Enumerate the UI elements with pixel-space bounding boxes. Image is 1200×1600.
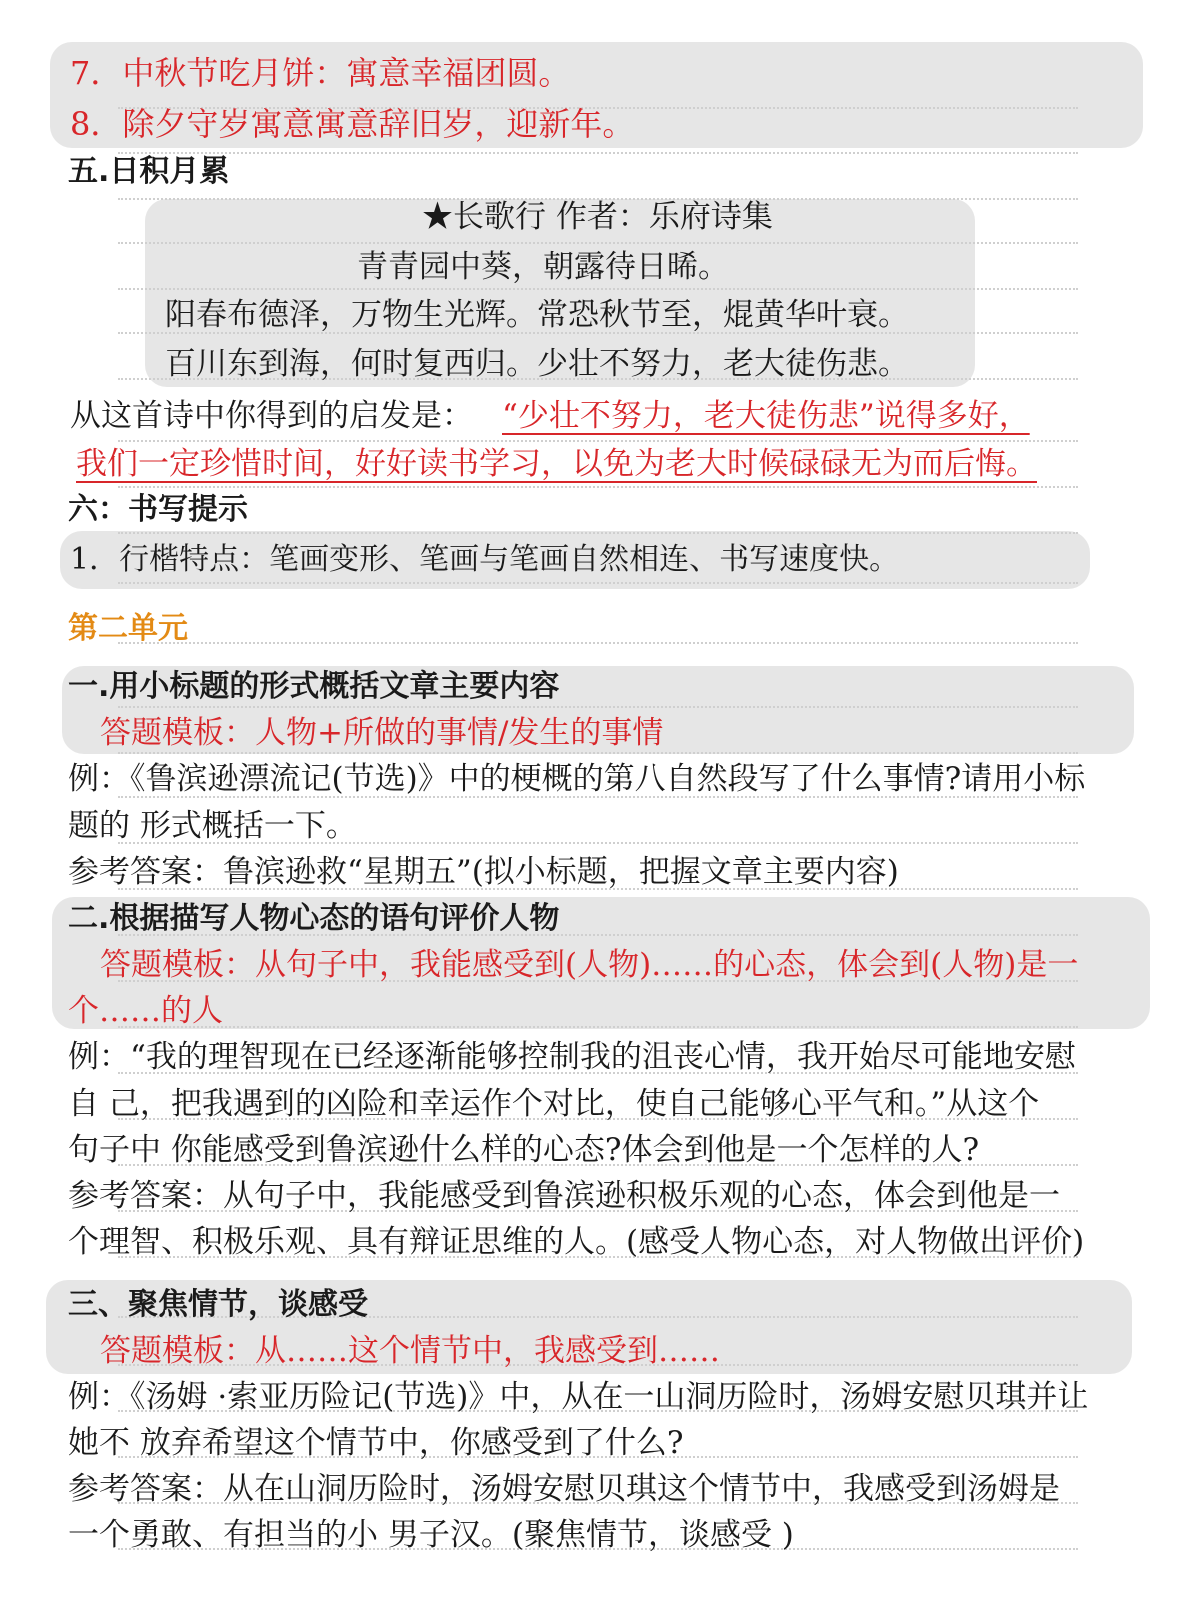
s3-example-line-2: 她不 放弃希望这个情节中，你感受到了什么? <box>68 1425 684 1461</box>
item-7: 7．中秋节吃月饼：寓意幸福团圆。 <box>70 54 571 92</box>
unit-2-title: 第二单元 <box>68 611 188 646</box>
section-6-heading: 六：书写提示 <box>68 492 248 527</box>
s2-template-line-2: 个……的人 <box>68 993 223 1029</box>
s1-example-line-2: 题的 形式概括一下。 <box>68 808 357 844</box>
s3-answer-line-1: 参考答案：从在山洞历险时，汤姆安慰贝琪这个情节中，我感受到汤姆是 <box>68 1471 1060 1507</box>
section-5-heading: 五.日积月累 <box>68 154 230 189</box>
s3-heading: 三、聚焦情节，谈感受 <box>68 1287 368 1322</box>
s1-template: 答题模板：人物+所做的事情/发生的事情 <box>100 715 664 751</box>
s2-heading: 二.根据描写人物心态的语句评价人物 <box>68 901 560 936</box>
s3-answer-line-2: 一个勇敢、有担当的小 男子汉。(聚焦情节，谈感受 ) <box>68 1517 794 1553</box>
s3-template: 答题模板：从……这个情节中，我感受到…… <box>100 1333 720 1369</box>
s1-answer: 参考答案：鲁滨逊救“星期五”(拟小标题，把握文章主要内容) <box>68 854 899 890</box>
poem-line-1: 青青园中葵，朝露待日晞。 <box>357 249 729 285</box>
poem-line-3: 百川东到海，何时复西归。少壮不努力，老大徒伤悲。 <box>165 346 909 382</box>
s2-answer-line-1: 参考答案：从句子中，我能感受到鲁滨逊积极乐观的心态，体会到他是一 <box>68 1178 1060 1214</box>
item-8: 8．除夕守岁寓意寓意辞旧岁，迎新年。 <box>70 105 635 143</box>
poem-line-2: 阳春布德泽，万物生光辉。常恐秋节至，焜黄华叶衰。 <box>165 297 909 333</box>
s1-example-line-1: 例：《鲁滨逊漂流记(节选)》中的梗概的第八自然段写了什么事情?请用小标 <box>68 761 1086 797</box>
insight-answer-line-2: 我们一定珍惜时间，好好读书学习，以免为老大时候碌碌无为而后悔。 <box>76 446 1037 482</box>
s2-example-line-3: 句子中 你能感受到鲁滨逊什么样的心态?体会到他是一个怎样的人? <box>68 1132 980 1168</box>
s2-example-line-2: 自 己，把我遇到的凶险和幸运作个对比，使自己能够心平气和。”从这个 <box>68 1086 1040 1122</box>
s2-answer-line-2: 个理智、积极乐观、具有辩证思维的人。(感受人物心态，对人物做出评价) <box>68 1224 1085 1260</box>
insight-label: 从这首诗中你得到的启发是： <box>70 398 473 434</box>
insight-answer-line-1: “少壮不努力，老大徒伤悲”说得多好， <box>502 398 1030 434</box>
s2-template-line-1: 答题模板：从句子中，我能感受到(人物)……的心态，体会到(人物)是一 <box>100 947 1079 983</box>
s1-heading: 一.用小标题的形式概括文章主要内容 <box>68 669 560 704</box>
s3-example-line-1: 例：《汤姆 ·索亚历险记(节选)》中，从在一山洞历险时，汤姆安慰贝琪并让 <box>68 1379 1089 1415</box>
poem-title: ★长歌行 作者：乐府诗集 <box>422 199 773 235</box>
s2-example-line-1: 例：“我的理智现在已经逐渐能够控制我的沮丧心情，我开始尽可能地安慰 <box>68 1039 1076 1075</box>
writing-tip-1: 1．行楷特点：笔画变形、笔画与笔画自然相连、书写速度快。 <box>70 542 900 577</box>
